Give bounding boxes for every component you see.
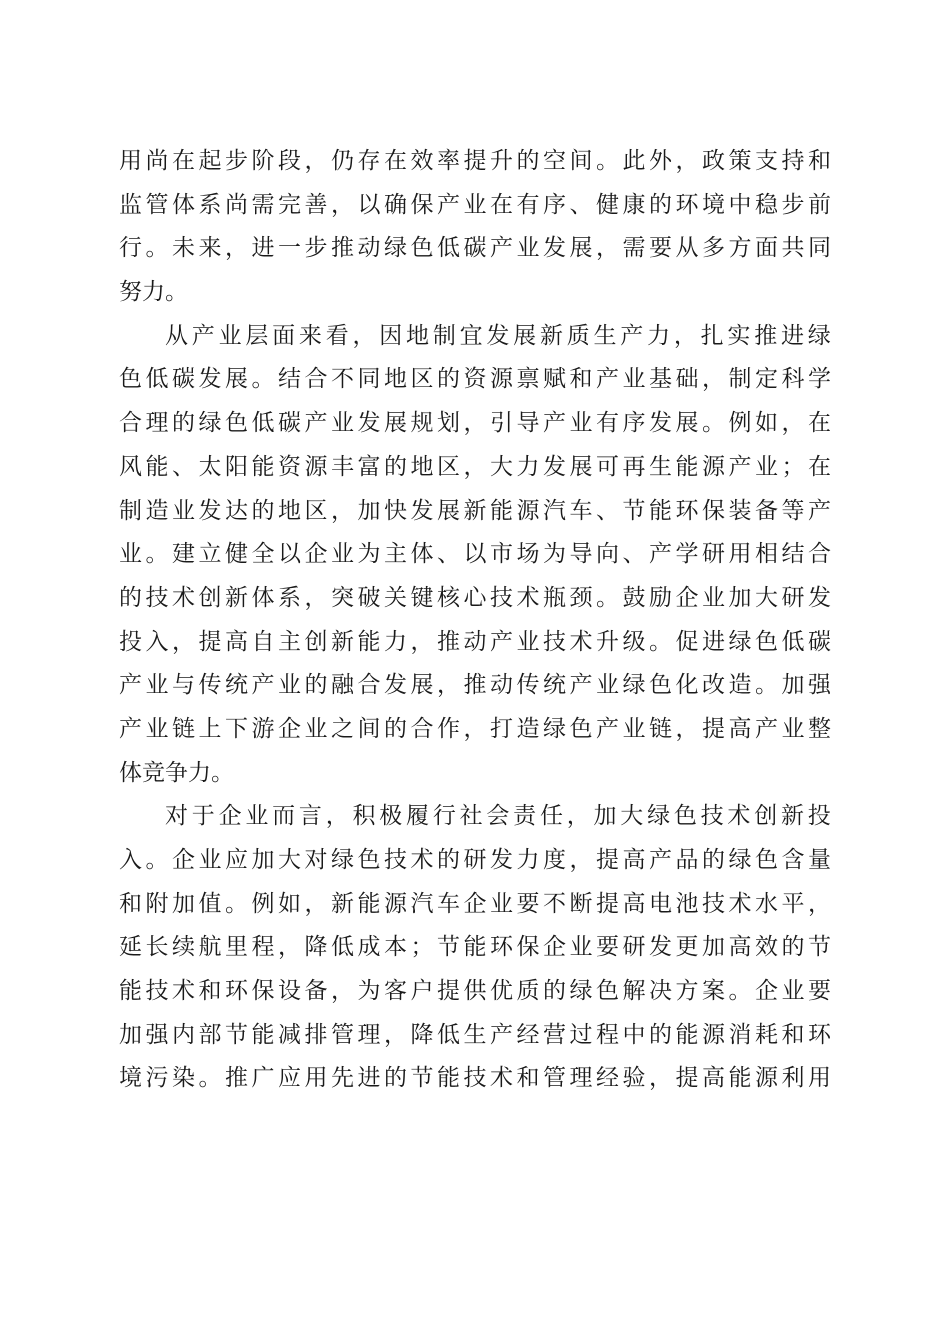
text-line: 从 产 业 层 面 来 看 ， 因 地 制 宜 发 展 新 质 生 产 力 ， 扎 实 推 进 绿	[165, 322, 831, 349]
text-line: 合 理 的 绿 色 低 碳 产 业 发 展 规 划 ， 引 导 产 业 有 序 发 展 。 例 如 ， 在	[119, 410, 831, 437]
text-line: 体竞争力。	[119, 759, 234, 786]
text-line: 行 。 未 来 ， 进 一 步 推 动 绿 色 低 碳 产 业 发 展 ， 需 要 从 多 方 面 共 同	[119, 235, 831, 262]
text-line: 产 业 与 传 统 产 业 的 融 合 发 展 ， 推 动 传 统 产 业 绿 色 化 改 造 。 加 强	[119, 672, 831, 699]
text-line: 用 尚 在 起 步 阶 段 ， 仍 存 在 效 率 提 升 的 空 间 。 此 外 ， 政 策 支 持 和	[119, 148, 831, 174]
text-line: 境 污 染 。 推 广 应 用 先 进 的 节 能 技 术 和 管 理 经 验 ， 提 高 能 源 利 用	[119, 1065, 831, 1092]
paragraph-3	[119, 795, 831, 1101]
text-line: 努力。	[119, 279, 188, 306]
text-line: 制 造 业 发 达 的 地 区 ， 加 快 发 展 新 能 源 汽 车 、 节 能 环 保 装 备 等 产	[119, 497, 831, 524]
text-line: 风 能 、 太 阳 能 资 源 丰 富 的 地 区 ， 大 力 发 展 可 再 生 能 源 产 业 ； 在	[119, 453, 831, 480]
paragraph-2	[119, 315, 831, 796]
text-line: 和 附 加 值 。 例 如 ， 新 能 源 汽 车 企 业 要 不 断 提 高 电 池 技 术 水 平 ，	[119, 890, 831, 917]
text-line: 监 管 体 系 尚 需 完 善 ， 以 确 保 产 业 在 有 序 、 健 康 的 环 境 中 稳 步 前	[119, 191, 831, 218]
paragraph-1	[119, 140, 831, 315]
text-line: 业 。 建 立 健 全 以 企 业 为 主 体 、 以 市 场 为 导 向 、 产 学 研 用 相 结 合	[119, 541, 831, 568]
text-line: 入 。 企 业 应 加 大 对 绿 色 技 术 的 研 发 力 度 ， 提 高 产 品 的 绿 色 含 量	[119, 847, 831, 873]
text-line: 色 低 碳 发 展 。 结 合 不 同 地 区 的 资 源 禀 赋 和 产 业 基 础 ， 制 定 科 学	[119, 366, 831, 393]
text-line: 投 入 ， 提 高 自 主 创 新 能 力 ， 推 动 产 业 技 术 升 级 。 促 进 绿 色 低 碳	[119, 628, 831, 655]
text-line: 加 强 内 部 节 能 减 排 管 理 ， 降 低 生 产 经 营 过 程 中 的 能 源 消 耗 和 环	[119, 1021, 831, 1048]
text-line: 延 长 续 航 里 程 ， 降 低 成 本 ； 节 能 环 保 企 业 要 研 发 更 加 高 效 的 节	[119, 934, 831, 961]
text-line: 对 于 企 业 而 言 ， 积 极 履 行 社 会 责 任 ， 加 大 绿 色 技 术 创 新 投	[165, 803, 831, 830]
text-line: 的 技 术 创 新 体 系 ， 突 破 关 键 核 心 技 术 瓶 颈 。 鼓 励 企 业 加 大 研 发	[119, 584, 831, 611]
text-line: 产 业 链 上 下 游 企 业 之 间 的 合 作 ， 打 造 绿 色 产 业 链 ， 提 高 产 业 整	[119, 715, 831, 742]
text-line: 能 技 术 和 环 保 设 备 ， 为 客 户 提 供 优 质 的 绿 色 解 决 方 案 。 企 业 要	[119, 978, 831, 1005]
body-text	[119, 140, 831, 1101]
